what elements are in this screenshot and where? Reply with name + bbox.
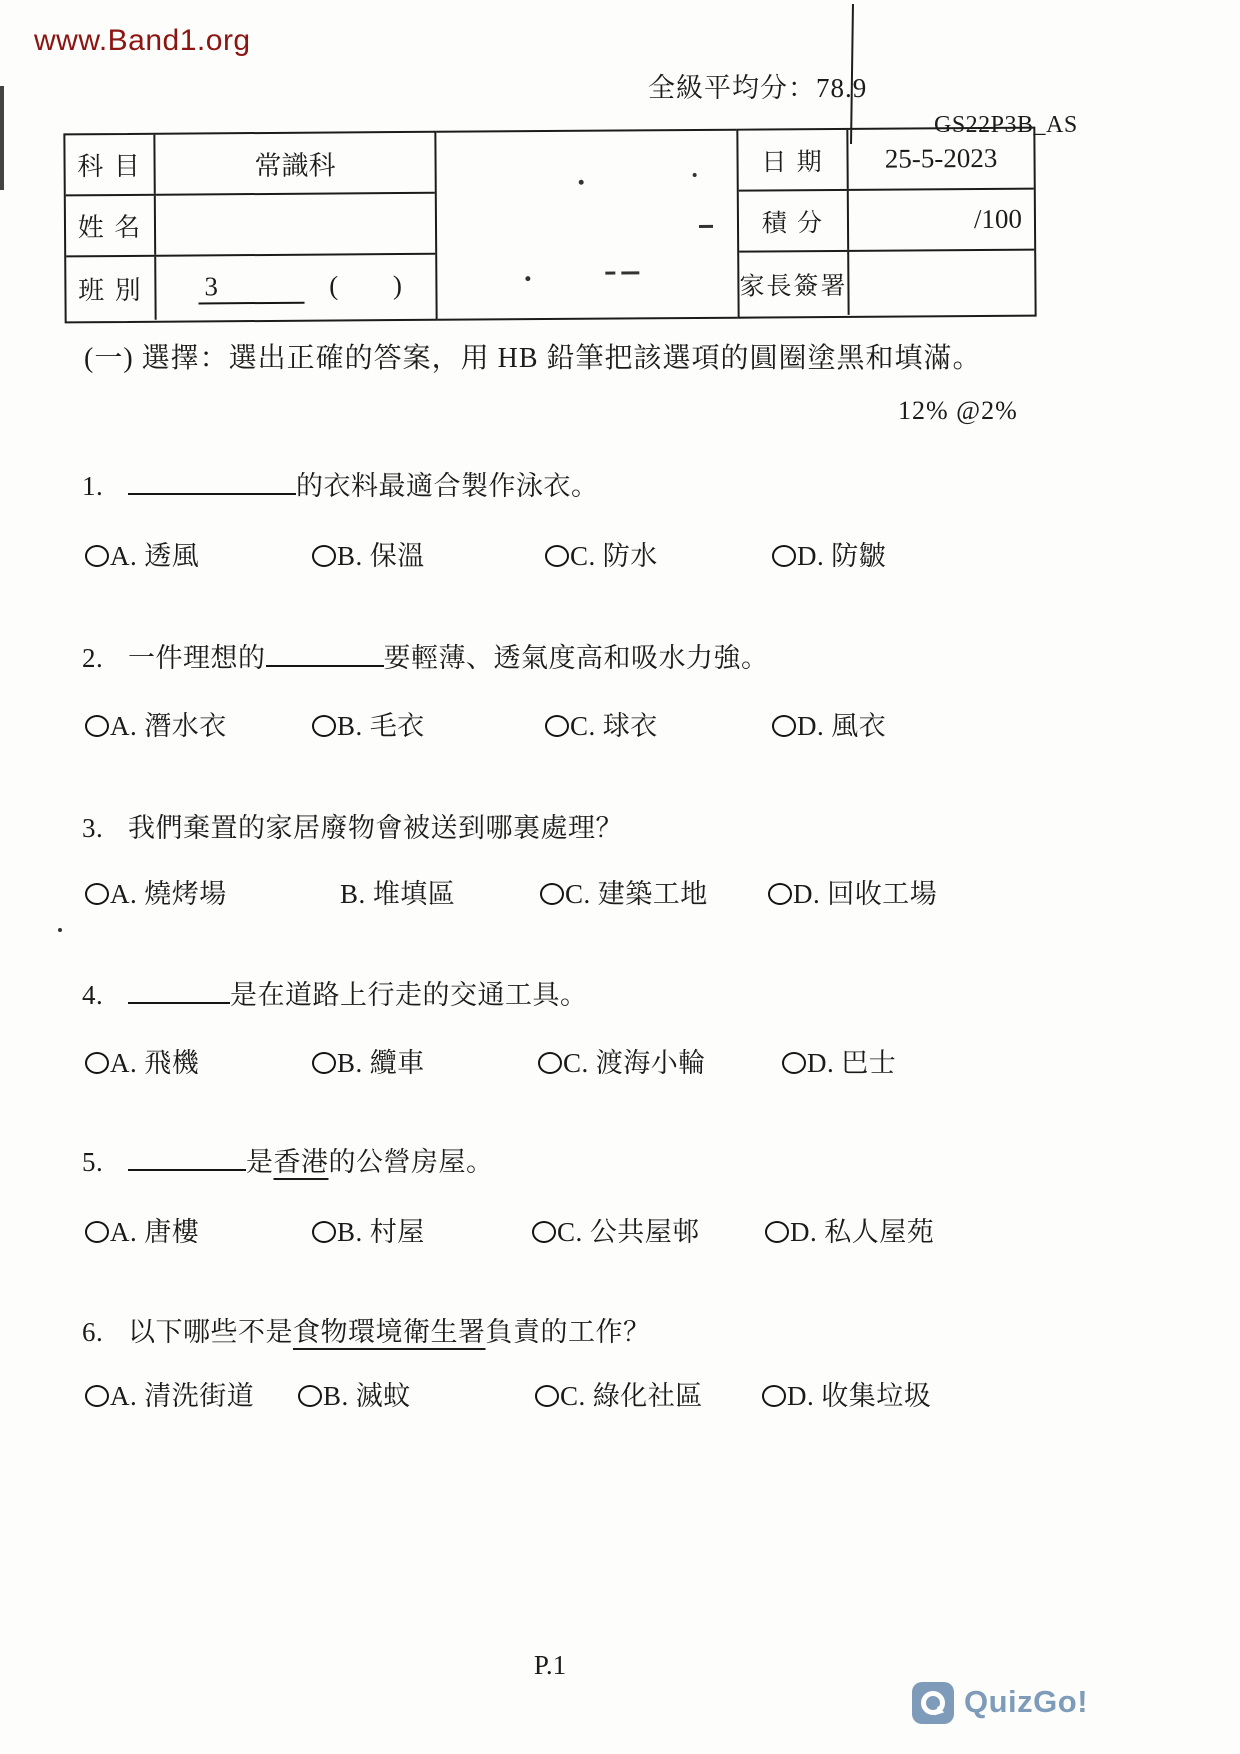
question-4	[82, 973, 588, 1012]
option-b	[340, 872, 455, 911]
option-label: 堆填區	[372, 879, 456, 909]
quizgo-cursor-glyph	[935, 1706, 946, 1718]
answer-bubble	[772, 545, 796, 567]
option-label: 唐樓	[144, 1217, 200, 1247]
class-average: 全級平均分：78.9	[648, 73, 868, 103]
option-label: 綠化社區	[592, 1381, 703, 1411]
question-text: 是	[246, 1147, 274, 1177]
option-letter: A.	[110, 1381, 138, 1411]
scan-artifact	[525, 276, 530, 281]
option-letter: B.	[337, 1048, 363, 1078]
option-label: 收集垃圾	[821, 1381, 932, 1411]
option-label: 風衣	[831, 711, 887, 741]
option-label: 防水	[602, 541, 658, 571]
info-table-middle-empty	[436, 129, 737, 321]
name-label: 姓 名	[66, 196, 156, 256]
question-3	[82, 806, 623, 845]
info-table	[63, 127, 1036, 324]
answer-bubble	[535, 1385, 559, 1407]
option-letter: D.	[790, 1217, 818, 1247]
answer-bubble	[782, 1052, 806, 1074]
answer-bubble	[765, 1221, 789, 1243]
option-label: 清洗街道	[144, 1381, 255, 1411]
answer-bubble	[768, 883, 792, 905]
answer-bubble	[538, 1052, 562, 1074]
option-label: 透風	[144, 541, 200, 571]
option-label: 保溫	[369, 541, 425, 571]
info-table-left	[63, 131, 437, 324]
signature-label: 家長簽署	[739, 252, 849, 316]
option-letter: C.	[565, 879, 591, 909]
question-1	[82, 464, 599, 503]
option-label: 巴士	[841, 1048, 897, 1078]
question-text: 要輕薄、透氣度高和吸水力強。	[383, 643, 769, 673]
question-5	[82, 1140, 494, 1179]
class-value: 3	[198, 271, 304, 305]
option-d	[782, 1041, 896, 1080]
question-text: 以下哪些不是	[128, 1317, 293, 1347]
option-letter: D.	[807, 1048, 835, 1078]
signature-value	[849, 282, 1034, 283]
question-text: 負責的工作？	[485, 1317, 651, 1347]
quizgo-logo-icon	[912, 1682, 954, 1724]
answer-bubble	[298, 1385, 322, 1407]
answer-bubble	[540, 883, 564, 905]
option-label: 球衣	[602, 711, 658, 741]
option-letter: C.	[557, 1217, 583, 1247]
score-value: /100	[973, 203, 1023, 235]
option-letter: D.	[797, 711, 825, 741]
option-a	[85, 704, 227, 743]
answer-blank	[266, 637, 384, 667]
option-letter: B.	[337, 1217, 363, 1247]
option-label: 渡海小輪	[595, 1048, 706, 1078]
option-letter: A.	[110, 541, 138, 571]
option-label: 建築工地	[597, 879, 708, 909]
answer-bubble	[312, 715, 336, 737]
answer-blank	[128, 1141, 246, 1171]
option-label: 滅蚊	[355, 1381, 411, 1411]
scan-artifact	[699, 225, 713, 228]
date-label: 日 期	[738, 130, 848, 190]
answer-bubble	[532, 1221, 556, 1243]
underlined-term: 香港	[273, 1147, 329, 1177]
paper-code: GS22P3B_AS	[934, 112, 1078, 138]
option-d	[765, 1210, 934, 1249]
option-label: 公共屋邨	[589, 1217, 700, 1247]
option-letter: A.	[110, 711, 138, 741]
option-letter: C.	[570, 541, 596, 571]
underlined-term: 食物環境衛生署	[293, 1317, 486, 1347]
answer-bubble	[312, 1221, 336, 1243]
question-text: 的衣料最適合製作泳衣。	[296, 471, 599, 501]
option-a	[85, 1210, 199, 1249]
option-c	[545, 534, 658, 573]
class-label: 班 別	[66, 257, 156, 321]
answer-bubble	[85, 545, 109, 567]
option-c	[535, 1374, 703, 1413]
table-row-signature	[739, 251, 1034, 316]
table-row-name	[66, 194, 435, 258]
answer-blank	[128, 974, 230, 1004]
question-text: 的公營房屋。	[328, 1147, 494, 1177]
name-value	[156, 223, 435, 225]
option-letter: C.	[563, 1048, 589, 1078]
answer-bubble	[312, 1052, 336, 1074]
option-b	[312, 1210, 425, 1249]
question-number: 6.	[82, 1317, 104, 1347]
answer-blank	[128, 465, 296, 495]
option-label: 防皺	[831, 541, 887, 571]
option-c	[540, 872, 708, 911]
question-text: 我們棄置的家居廢物會被送到哪裏處理？	[128, 813, 623, 843]
subject-label: 科 目	[65, 135, 155, 195]
question-text: 是在道路上行走的交通工具。	[230, 980, 588, 1010]
question-text: 一件理想的	[128, 643, 266, 673]
option-label: 潛水衣	[144, 711, 227, 741]
scan-artifact	[605, 272, 615, 275]
answer-bubble	[85, 1052, 109, 1074]
question-number: 5.	[82, 1147, 104, 1177]
class-paren-close: )	[392, 270, 403, 301]
option-a	[85, 1374, 254, 1413]
table-row-subject	[65, 133, 434, 197]
section-instruction: (一) 選擇：選出正確的答案，用 HB 鉛筆把該選項的圓圈塗黑和填滿。	[84, 343, 982, 374]
option-letter: B.	[337, 541, 363, 571]
option-letter: D.	[787, 1381, 815, 1411]
option-letter: A.	[110, 1217, 138, 1247]
option-label: 飛機	[144, 1048, 200, 1078]
page-number: P.1	[533, 1650, 567, 1680]
option-c	[538, 1041, 706, 1080]
answer-bubble	[85, 1385, 109, 1407]
option-label: 燒烤場	[144, 879, 227, 909]
option-a	[85, 534, 199, 573]
watermark: www.Band1.org	[34, 24, 251, 57]
question-number: 2.	[82, 643, 104, 673]
answer-bubble	[85, 1221, 109, 1243]
option-letter: B.	[340, 879, 366, 909]
option-c	[545, 704, 658, 743]
option-letter: D.	[797, 541, 825, 571]
class-value-cell	[156, 270, 435, 305]
subject-value: 常識科	[254, 150, 336, 182]
class-paren-open: (	[329, 270, 339, 301]
answer-bubble	[545, 715, 569, 737]
scan-artifact	[58, 928, 62, 932]
option-a	[85, 1041, 199, 1080]
option-a	[85, 872, 227, 911]
option-letter: B.	[337, 711, 363, 741]
table-row-date	[738, 129, 1033, 192]
option-letter: D.	[793, 879, 821, 909]
answer-bubble	[762, 1385, 786, 1407]
option-letter: A.	[110, 879, 138, 909]
option-b	[312, 704, 425, 743]
answer-bubble	[85, 883, 109, 905]
option-d	[768, 872, 937, 911]
table-row-score	[739, 190, 1034, 253]
info-table-right	[736, 127, 1036, 319]
question-2	[82, 636, 769, 675]
section-marks: 12% @2%	[898, 396, 1018, 425]
question-6	[82, 1310, 651, 1349]
scan-artifact	[621, 271, 639, 274]
option-b	[312, 1041, 425, 1080]
option-d	[772, 704, 886, 743]
answer-bubble	[545, 545, 569, 567]
option-c	[532, 1210, 700, 1249]
answer-bubble	[772, 715, 796, 737]
table-row-class	[66, 255, 435, 321]
question-number: 4.	[82, 980, 104, 1010]
date-value: 25-5-2023	[884, 142, 998, 174]
question-number: 3.	[82, 813, 104, 843]
option-label: 私人屋苑	[824, 1217, 935, 1247]
option-d	[772, 534, 886, 573]
scan-artifact	[579, 180, 584, 185]
scan-artifact	[693, 173, 697, 177]
option-b	[312, 534, 425, 573]
option-letter: A.	[110, 1048, 138, 1078]
option-label: 毛衣	[369, 711, 425, 741]
answer-bubble	[85, 715, 109, 737]
option-label: 纜車	[369, 1048, 425, 1078]
scan-artifact	[0, 86, 4, 190]
option-label: 回收工場	[827, 879, 938, 909]
option-letter: C.	[570, 711, 596, 741]
answer-bubble	[312, 545, 336, 567]
question-number: 1.	[82, 471, 104, 501]
option-d	[762, 1374, 931, 1413]
quizgo-brand-text: QuizGo!	[964, 1684, 1089, 1719]
option-letter: C.	[560, 1381, 586, 1411]
score-label: 積 分	[739, 191, 849, 251]
option-letter: B.	[323, 1381, 349, 1411]
option-label: 村屋	[369, 1217, 425, 1247]
option-b	[298, 1374, 411, 1413]
